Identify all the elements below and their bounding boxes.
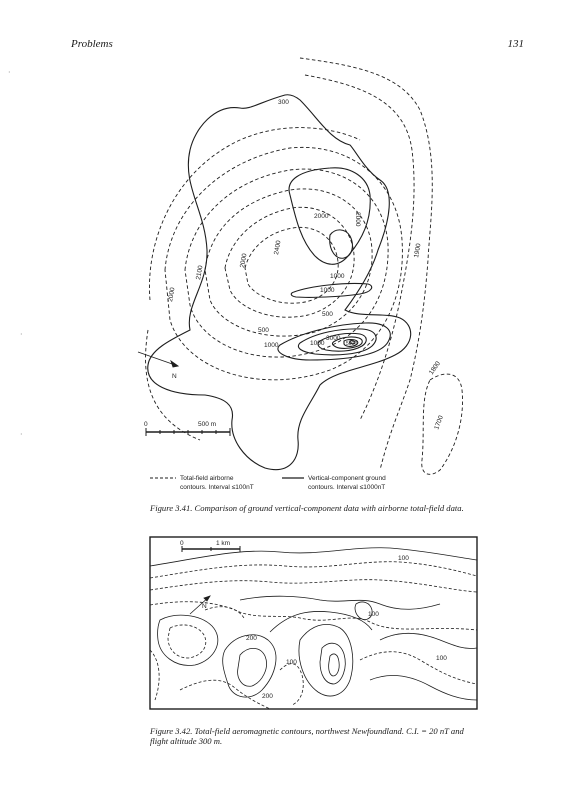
north-arrow-2 [190,596,210,614]
contour-label: 1000 [310,340,325,347]
legend-solid-label-2: contours. Interval ≤1000nT [308,484,386,491]
ground-contour [148,95,411,470]
contour [280,664,303,705]
contour-label: 1800 [427,360,442,377]
contour [329,654,340,676]
ground-contours [148,95,411,470]
north-label-1: N [172,373,177,380]
contour [150,548,477,566]
figure-3-42-caption: Figure 3.42. Total-field aeromagnetic contours, northwest Newfoundland. C.I. = 20 nT and flight altitude 300 m. [150,726,464,746]
contour-label: 5000 [346,341,358,347]
contour [320,643,345,684]
north-arrow-1 [138,352,178,367]
contour [150,562,477,578]
scale-zero-label: 0 [144,421,148,428]
contour-label: 1700 [433,414,445,431]
airborne-contour [165,147,402,379]
margin-mark: · [20,430,23,439]
contour-label: 1000 [330,273,345,280]
scale-label: 500 m [198,421,217,428]
contour-label: 100 [286,659,297,666]
airborne-contour [146,330,200,440]
airborne-contours [146,58,463,474]
legend-dashed-label-1: Total-field airborne [180,475,234,482]
margin-mark: · [8,68,11,77]
page-number: 131 [507,38,524,50]
contour-label: 3000 [326,335,341,342]
scale-zero-label-2: 0 [180,540,184,547]
contour [238,648,267,686]
contour [223,635,276,697]
contour [380,633,477,648]
north-label-2: N [202,603,207,610]
airborne-contour [205,189,372,336]
margin-mark: · [20,330,23,339]
contour-label: 200 [246,635,257,642]
contour [360,652,477,684]
figure-3-42 [150,537,477,709]
contour-label: 100 [436,655,447,662]
contour-label: 100 [398,555,409,562]
scale-bar-2 [182,546,240,552]
contour-label: 100 [368,611,379,618]
contour [240,596,440,609]
contour-label: 1000 [264,342,279,349]
legend-solid-label-1: Vertical-component ground [308,475,386,482]
contour-label: 200 [262,693,273,700]
airborne-contour [305,75,414,420]
contour [299,624,353,696]
scale-label-2: 1 km [216,540,231,547]
contour-label: 2000 [314,213,329,220]
running-header-title: Problems [71,38,113,50]
contour-label: 1900 [413,242,423,259]
contour-label: 2400 [273,239,283,256]
contour-label: 500 [258,327,269,334]
figure-3-42-frame [150,537,477,709]
figure-3-41-caption: Figure 3.41. Comparison of ground vertical-component data with airborne total-field data. [150,503,464,513]
figure-3-41 [138,58,463,478]
legend-dashed-label-2: contours. Interval ≤100nT [180,484,254,491]
airborne-contour [300,58,432,470]
contour-label: 500 [322,311,333,318]
contour [150,580,477,592]
contour-label: 2000 [167,286,177,303]
contour [370,675,477,700]
contour-label: 1000 [320,287,335,294]
contour-label: 2000 [354,212,361,227]
contour [205,607,244,618]
contour-label: 2100 [195,264,205,281]
contour [168,625,206,658]
contour-label: 300 [278,99,289,106]
contour-label: 2000 [239,252,249,269]
contour [150,650,159,700]
aeromagnetic-contours [150,548,477,709]
